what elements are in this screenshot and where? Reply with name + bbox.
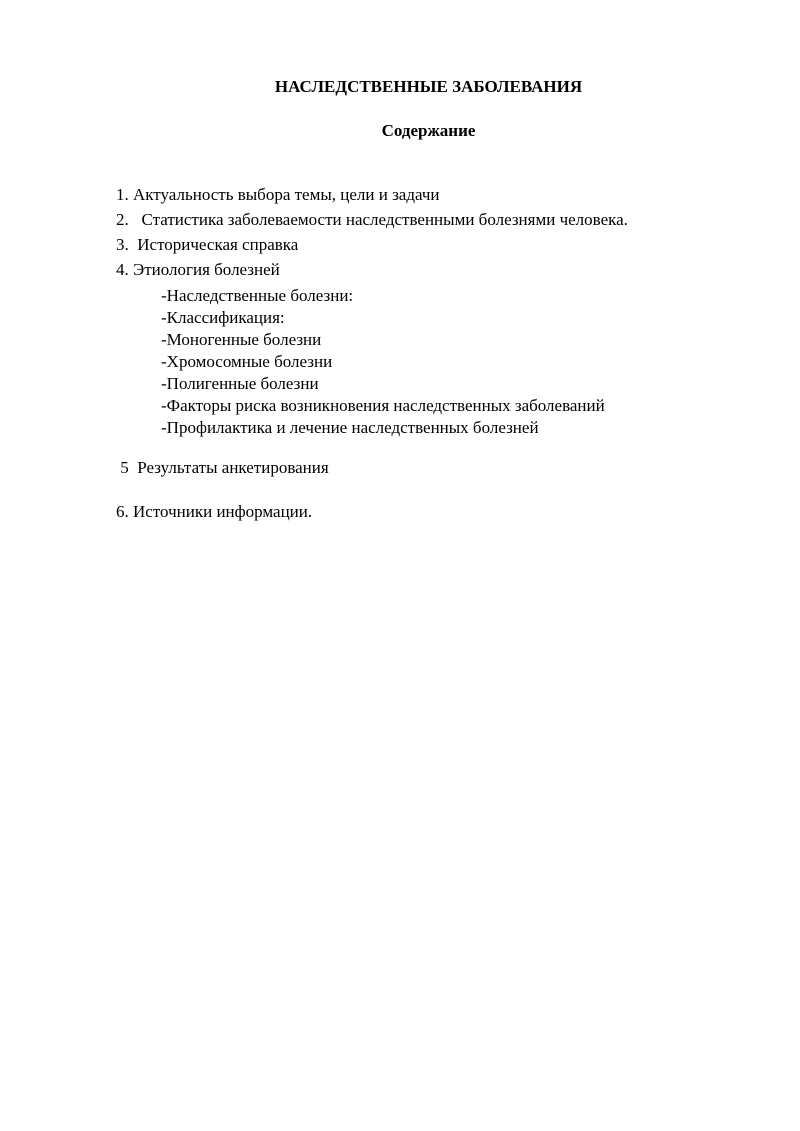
toc-subitem-list — [161, 285, 605, 439]
toc-subitem: -Факторы риска возникновения наследственных заболеваний — [161, 396, 605, 415]
toc-item-2: 2. Статистика заболеваемости наследственными болезнями человека. — [116, 210, 628, 229]
document-title: НАСЛЕДСТВЕННЫЕ ЗАБОЛЕВАНИЯ — [274, 77, 583, 96]
contents-heading: Содержание — [381, 121, 476, 140]
toc-item-5: 5 Результаты анкетирования — [116, 458, 329, 477]
toc-subitem: -Наследственные болезни: — [161, 286, 354, 305]
toc-item-4: 4. Этиология болезней — [116, 260, 280, 279]
toc-subitem: -Профилактика и лечение наследственных болезней — [161, 418, 539, 437]
toc-item-3: 3. Историческая справка — [116, 235, 299, 254]
toc-subitem: -Хромосомные болезни — [161, 352, 333, 371]
toc-subitem: -Полигенные болезни — [161, 374, 319, 393]
toc-subitem: -Классификация: — [161, 308, 285, 327]
toc-item-1: 1. Актуальность выбора темы, цели и задачи — [116, 185, 440, 204]
toc-item-6: 6. Источники информации. — [116, 502, 313, 521]
toc-subitem: -Моногенные болезни — [161, 330, 322, 349]
